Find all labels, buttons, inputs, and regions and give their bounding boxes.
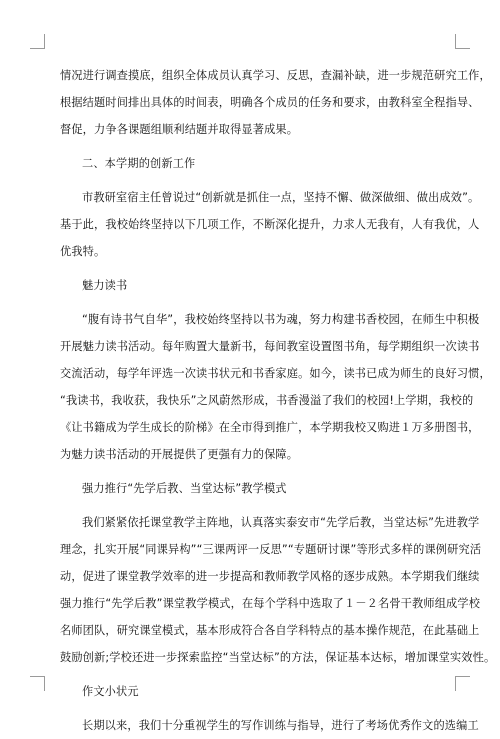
text-line: 鼓励创新;学校还进一步探索监控“当堂达标”的方法，保证基本达标，增加课堂实效性。 — [60, 651, 496, 664]
text-line: 理念，扎实开展“同课异构”“三课两评一反思”“专题研讨课”等形式多样的课例研究活 — [60, 543, 482, 556]
text-line: 督促，力争各课题组顺利结题并取得显著成果。 — [60, 123, 299, 136]
document-page — [60, 62, 496, 739]
paragraph-intro-continued — [60, 62, 491, 143]
subheading-reading: 魅力读书 — [82, 279, 128, 292]
subheading-writing: 作文小状元 — [82, 685, 139, 698]
text-line: 市教研室宿主任曾说过“创新就是抓住一点，坚持不懈、做深做细、做出成效”。 — [82, 191, 480, 204]
text-line: 强力推行“先学后教”课堂教学模式，在每个学科中选取了１－２名骨干教师组成学校 — [60, 597, 481, 610]
text-line: 开展魅力读书活动。每年购置大量新书，每间教室设置图书角，每学期组织一次读书 — [60, 340, 480, 353]
text-line: 优我特。 — [60, 245, 106, 258]
text-line: 《让书籍成为学生成长的阶梯》在全市得到推广，本学期我校又购进１万多册图书， — [60, 421, 480, 434]
text-line: 交流活动，每学年评选一次读书状元和书香家庭。如今，读书已成为师生的良好习惯， — [60, 367, 491, 380]
crop-mark-bottom-left — [30, 676, 45, 691]
paragraph-writing-body — [60, 712, 479, 739]
text-line: 我们紧紧依托课堂教学主阵地，认真落实泰安市“先学后教，当堂达标”先进教学 — [82, 516, 480, 529]
text-line: “腹有诗书气自华”，我校始终坚持以书为魂，努力构建书香校园，在师生中积极 — [82, 313, 480, 326]
text-line: “我读书，我收获，我快乐”之风蔚然形成，书香漫溢了我们的校园!上学期，我校的 — [60, 394, 474, 407]
crop-mark-top-left — [30, 34, 45, 49]
paragraph-innovation-intro — [60, 184, 480, 265]
crop-mark-top-right — [455, 34, 470, 49]
text-line: 为魅力读书活动的开展提供了更强有力的保障。 — [60, 448, 299, 461]
text-line: 情况进行调查摸底，组织全体成员认真学习、反思，查漏补缺，进一步规范研究工作， — [60, 69, 491, 82]
text-line: 动，促进了课堂教学效率的进一步提高和教师教学风格的逐步成熟。本学期我们继续 — [60, 570, 480, 583]
text-line: 基于此，我校始终坚持以下几项工作，不断深化提升，力求人无我有，人有我优，人 — [60, 218, 480, 231]
section-heading: 二、本学期的创新工作 — [82, 157, 196, 170]
text-line: 根据结题时间排出具体的时间表，明确各个成员的任务和要求，由教科室全程指导、 — [60, 96, 480, 109]
crop-mark-bottom-right — [455, 676, 470, 691]
paragraph-teaching-body — [60, 509, 496, 671]
paragraph-reading-body — [60, 306, 491, 468]
subheading-teaching-model: 强力推行“先学后教、当堂达标”教学模式 — [82, 482, 287, 495]
text-line: 名师团队，研究课堂模式，基本形成符合各自学科特点的基本操作规范，在此基础上 — [60, 624, 480, 637]
text-line: 长期以来，我们十分重视学生的写作训练与指导，进行了考场优秀作文的选编工 — [82, 719, 479, 732]
